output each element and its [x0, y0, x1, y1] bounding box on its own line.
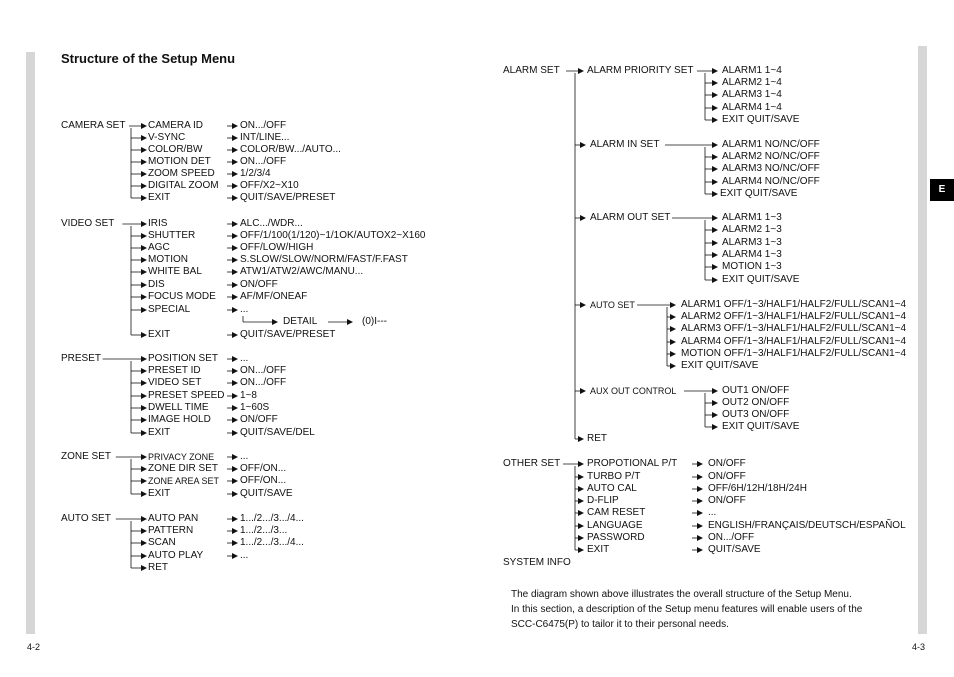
menu-value: ATW1/ATW2/AWC/MANU... — [240, 266, 364, 277]
menu-item: SPECIAL — [148, 304, 191, 315]
menu-item: MOTION — [148, 254, 188, 265]
menu-item: CAMERA ID — [148, 120, 204, 131]
page-number-left: 4-2 — [27, 642, 41, 652]
other-set-value: ON/OFF — [708, 495, 746, 506]
menu-value: 1.../2.../3.../4... — [240, 537, 304, 548]
menu-value: COLOR/BW.../AUTO... — [240, 144, 341, 155]
description-paragraph — [511, 587, 862, 632]
menu-value: 1~60S — [240, 402, 270, 413]
alarm-in-item: ALARM3 NO/NC/OFF — [722, 163, 820, 174]
menu-item: PRESET ID — [148, 365, 201, 376]
menu-item: IRIS — [148, 218, 168, 229]
alarm-auto-item: ALARM3 OFF/1~3/HALF1/HALF2/FULL/SCAN1~4 — [681, 323, 907, 334]
paragraph-line: SCC-C6475(P) to tailor it to their personal needs. — [511, 619, 729, 630]
menu-value: 1.../2.../3.../4... — [240, 513, 304, 524]
menu-item: DIGITAL ZOOM — [148, 180, 219, 191]
other-set-item: AUTO CAL — [587, 483, 637, 494]
alarm-priority-item: ALARM4 1~4 — [722, 102, 782, 113]
aux-out-item: OUT1 ON/OFF — [722, 385, 790, 396]
menu-item: PATTERN — [148, 525, 194, 536]
menu-value: 1~8 — [240, 390, 257, 401]
menu-value: QUIT/SAVE/PRESET — [240, 329, 336, 340]
menu-item: SHUTTER — [148, 230, 196, 241]
menu-item: WHITE BAL — [148, 266, 202, 277]
aux-out-item: EXIT QUIT/SAVE — [722, 421, 800, 432]
language-tab: E — [930, 179, 954, 201]
menu-value: OFF/LOW/HIGH — [240, 242, 314, 253]
menu-value: ... — [240, 550, 249, 561]
alarm-out-item: EXIT QUIT/SAVE — [722, 274, 800, 285]
paragraph-line: The diagram shown above illustrates the overall structure of the Setup Menu. — [511, 589, 852, 600]
menu-value: OFF/1/100(1/120)~1/1OK/AUTOX2~X160 — [240, 230, 426, 241]
alarm-auto-set-label: AUTO SET — [590, 300, 635, 310]
alarm-priority-set-label: ALARM PRIORITY SET — [587, 65, 694, 76]
menu-item: EXIT — [148, 329, 171, 340]
menu-value: INT/LINE... — [240, 132, 290, 143]
menu-value: ON.../OFF — [240, 365, 287, 376]
menu-value: QUIT/SAVE — [240, 488, 293, 499]
menu-item: AGC — [148, 242, 170, 253]
menu-item: DWELL TIME — [148, 402, 209, 413]
system-info-label: SYSTEM INFO — [503, 557, 571, 568]
menu-item: MOTION DET — [148, 156, 211, 167]
menu-item: ZONE DIR SET — [148, 463, 219, 474]
alarm-in-item: EXIT QUIT/SAVE — [720, 188, 798, 199]
menu-value: AF/MF/ONEAF — [240, 291, 308, 302]
camera-set-label: CAMERA SET — [61, 120, 126, 131]
alarm-in-item: ALARM4 NO/NC/OFF — [722, 176, 820, 187]
detail-label: DETAIL — [283, 316, 318, 327]
other-set-value: ... — [708, 507, 717, 518]
menu-item: ZOOM SPEED — [148, 168, 215, 179]
alarm-out-item: ALARM4 1~3 — [722, 249, 782, 260]
menu-value: QUIT/SAVE/PRESET — [240, 192, 336, 203]
menu-item: DIS — [148, 279, 165, 290]
other-set-item: PROPOTIONAL P/T — [587, 458, 678, 469]
other-set-item: LANGUAGE — [587, 520, 643, 531]
menu-value: OFF/ON... — [240, 463, 287, 474]
menu-item: EXIT — [148, 427, 171, 438]
page-number-right: 4-3 — [912, 642, 926, 652]
menu-value: ... — [240, 353, 249, 364]
menu-value: S.SLOW/SLOW/NORM/FAST/F.FAST — [240, 254, 408, 265]
alarm-auto-item: EXIT QUIT/SAVE — [681, 360, 759, 371]
alarm-out-item: ALARM3 1~3 — [722, 237, 782, 248]
menu-item: PRESET SPEED — [148, 390, 225, 401]
alarm-in-set-label: ALARM IN SET — [590, 139, 660, 150]
aux-out-control-label: AUX OUT CONTROL — [590, 386, 677, 396]
menu-item: POSITION SET — [148, 353, 219, 364]
menu-value: OFF/X2~X10 — [240, 180, 299, 191]
menu-item: V-SYNC — [148, 132, 186, 143]
menu-value: ON/OFF — [240, 279, 278, 290]
detail-value: (0)I--- — [362, 316, 387, 327]
other-set-value: ON/OFF — [708, 471, 746, 482]
alarm-in-item: ALARM1 NO/NC/OFF — [722, 139, 820, 150]
page-title: Structure of the Setup Menu — [61, 51, 236, 66]
other-set-value: OFF/6H/12H/18H/24H — [708, 483, 807, 494]
other-set-value: QUIT/SAVE — [708, 544, 761, 555]
zone-set-label: ZONE SET — [61, 451, 112, 462]
alarm-in-item: ALARM2 NO/NC/OFF — [722, 151, 820, 162]
menu-item: AUTO PLAY — [148, 550, 204, 561]
alarm-priority-item: EXIT QUIT/SAVE — [722, 114, 800, 125]
menu-item: FOCUS MODE — [148, 291, 216, 302]
alarm-priority-item: ALARM2 1~4 — [722, 77, 782, 88]
other-set-value: ON.../OFF — [708, 532, 755, 543]
menu-value: OFF/ON... — [240, 475, 287, 486]
alarm-out-set-label: ALARM OUT SET — [590, 212, 671, 223]
menu-item: PRIVACY ZONE — [148, 452, 215, 462]
menu-item: EXIT — [148, 192, 171, 203]
other-set-value: ENGLISH/FRANÇAIS/DEUTSCH/ESPAÑOL — [708, 520, 906, 531]
auto-set-label: AUTO SET — [61, 513, 111, 524]
alarm-out-item: ALARM1 1~3 — [722, 212, 782, 223]
aux-out-item: OUT3 ON/OFF — [722, 409, 790, 420]
other-set-item: EXIT — [587, 544, 610, 555]
other-set-item: CAM RESET — [587, 507, 646, 518]
other-set-item: TURBO P/T — [587, 471, 641, 482]
alarm-out-item: MOTION 1~3 — [722, 261, 782, 272]
menu-value: QUIT/SAVE/DEL — [240, 427, 315, 438]
menu-value: ON.../OFF — [240, 377, 287, 388]
menu-value: 1.../2.../3... — [240, 525, 288, 536]
menu-value: ... — [240, 451, 249, 462]
menu-value: ON/OFF — [240, 414, 278, 425]
alarm-priority-item: ALARM1 1~4 — [722, 65, 782, 76]
alarm-auto-item: ALARM1 OFF/1~3/HALF1/HALF2/FULL/SCAN1~4 — [681, 299, 907, 310]
alarm-ret-label: RET — [587, 433, 607, 444]
other-set-item: PASSWORD — [587, 532, 645, 543]
menu-value: ... — [240, 304, 249, 315]
menu-item: VIDEO SET — [148, 377, 202, 388]
menu-value: ON.../OFF — [240, 120, 287, 131]
menu-item: IMAGE HOLD — [148, 414, 211, 425]
aux-out-item: OUT2 ON/OFF — [722, 397, 790, 408]
paragraph-line: In this section, a description of the Setup menu features will enable users of the — [511, 604, 863, 615]
menu-value: ON.../OFF — [240, 156, 287, 167]
other-set-value: ON/OFF — [708, 458, 746, 469]
alarm-priority-item: ALARM3 1~4 — [722, 89, 782, 100]
menu-item: ZONE AREA SET — [148, 476, 220, 486]
alarm-set-label: ALARM SET — [503, 65, 560, 76]
menu-item: RET — [148, 562, 168, 573]
alarm-out-item: ALARM2 1~3 — [722, 224, 782, 235]
menu-value: 1/2/3/4 — [240, 168, 271, 179]
menu-value: ALC.../WDR... — [240, 218, 303, 229]
alarm-auto-item: ALARM4 OFF/1~3/HALF1/HALF2/FULL/SCAN1~4 — [681, 336, 907, 347]
menu-item: SCAN — [148, 537, 176, 548]
video-set-label: VIDEO SET — [61, 218, 115, 229]
preset-label: PRESET — [61, 353, 102, 364]
alarm-auto-item: MOTION OFF/1~3/HALF1/HALF2/FULL/SCAN1~4 — [681, 348, 907, 359]
other-set-label: OTHER SET — [503, 458, 561, 469]
menu-item: AUTO PAN — [148, 513, 199, 524]
alarm-auto-item: ALARM2 OFF/1~3/HALF1/HALF2/FULL/SCAN1~4 — [681, 311, 907, 322]
other-set-item: D-FLIP — [587, 495, 619, 506]
menu-item: COLOR/BW — [148, 144, 203, 155]
menu-item: EXIT — [148, 488, 171, 499]
